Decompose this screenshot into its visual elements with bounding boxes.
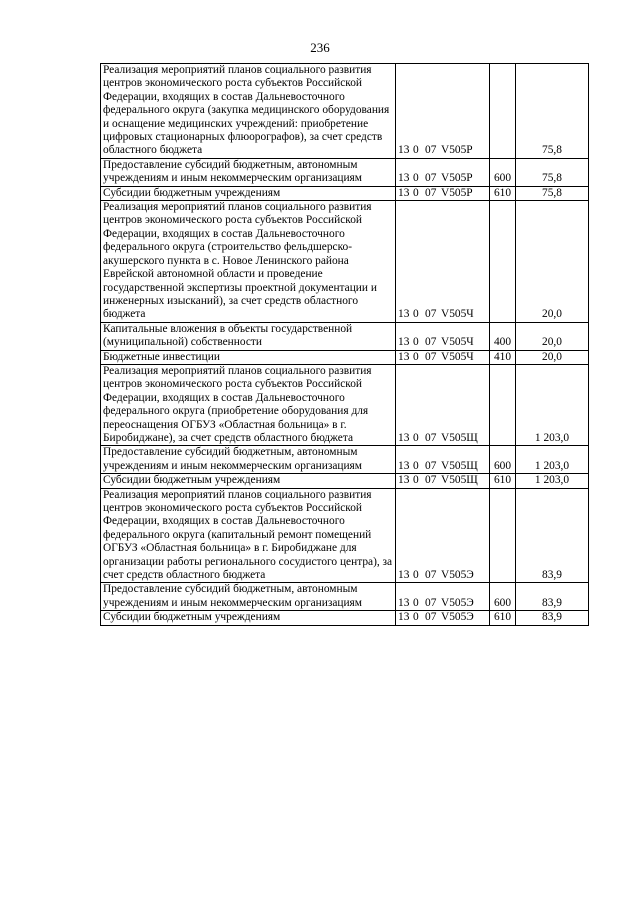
row-amount-cell: 83,9 bbox=[516, 583, 589, 611]
code-part-c2: 0 bbox=[413, 144, 419, 157]
budget-table bbox=[100, 63, 589, 626]
table-row bbox=[101, 364, 589, 445]
row-expense-type-cell: 600 bbox=[490, 446, 516, 474]
code-part-c4: V505Ч bbox=[441, 308, 474, 321]
code-part-c4: V505Щ bbox=[441, 459, 478, 472]
code-part-c4: V505Ч bbox=[441, 350, 474, 363]
row-amount-cell: 20,0 bbox=[516, 201, 589, 323]
row-code-cell bbox=[396, 446, 490, 474]
code-part-c2: 0 bbox=[413, 611, 419, 624]
row-code-cell bbox=[396, 64, 490, 159]
code-part-c1: 13 bbox=[398, 350, 410, 363]
row-code-cell bbox=[396, 322, 490, 350]
row-name-cell: Субсидии бюджетным учреждениям bbox=[101, 611, 396, 625]
row-amount-cell: 75,8 bbox=[516, 158, 589, 186]
code-part-c1: 13 bbox=[398, 459, 410, 472]
row-expense-type-cell: 610 bbox=[490, 474, 516, 488]
row-expense-type-cell bbox=[490, 64, 516, 159]
code-part-c4: V505Щ bbox=[441, 474, 478, 487]
row-amount-cell: 1 203,0 bbox=[516, 364, 589, 445]
row-code-cell bbox=[396, 488, 490, 583]
code-part-c3: 07 bbox=[425, 308, 437, 321]
row-expense-type-cell bbox=[490, 364, 516, 445]
row-name-cell: Предоставление субсидий бюджетным, автономным учреждениям и иным некоммерческим организациям bbox=[101, 158, 396, 186]
row-expense-type-cell: 610 bbox=[490, 186, 516, 200]
code-part-c4: V505Р bbox=[441, 172, 473, 185]
code-part-c2: 0 bbox=[413, 459, 419, 472]
row-expense-type-cell: 410 bbox=[490, 350, 516, 364]
code-part-c1: 13 bbox=[398, 172, 410, 185]
code-part-c3: 07 bbox=[425, 569, 437, 582]
row-amount-cell: 1 203,0 bbox=[516, 474, 589, 488]
code-part-c3: 07 bbox=[425, 596, 437, 609]
table-row bbox=[101, 64, 589, 159]
row-code-cell bbox=[396, 350, 490, 364]
code-part-c1: 13 bbox=[398, 569, 410, 582]
row-expense-type-cell: 400 bbox=[490, 322, 516, 350]
row-amount-cell: 75,8 bbox=[516, 186, 589, 200]
row-amount-cell: 20,0 bbox=[516, 322, 589, 350]
page-number: 236 bbox=[310, 40, 330, 55]
code-part-c2: 0 bbox=[413, 596, 419, 609]
row-name-cell: Предоставление субсидий бюджетным, автономным учреждениям и иным некоммерческим организациям bbox=[101, 583, 396, 611]
code-part-c2: 0 bbox=[413, 569, 419, 582]
table-row bbox=[101, 322, 589, 350]
row-expense-type-cell: 600 bbox=[490, 158, 516, 186]
table-row bbox=[101, 583, 589, 611]
row-expense-type-cell: 610 bbox=[490, 611, 516, 625]
code-part-c4: V505Щ bbox=[441, 431, 478, 444]
row-name-cell: Капитальные вложения в объекты государственной (муниципальной) собственности bbox=[101, 322, 396, 350]
table-row bbox=[101, 474, 589, 488]
row-code-cell bbox=[396, 474, 490, 488]
table-row bbox=[101, 488, 589, 583]
row-code-cell bbox=[396, 201, 490, 323]
code-part-c4: V505Р bbox=[441, 144, 473, 157]
code-part-c1: 13 bbox=[398, 308, 410, 321]
row-amount-cell: 83,9 bbox=[516, 488, 589, 583]
row-expense-type-cell bbox=[490, 201, 516, 323]
row-name-cell: Предоставление субсидий бюджетным, автономным учреждениям и иным некоммерческим организациям bbox=[101, 446, 396, 474]
row-name-cell: Реализация мероприятий планов социального развития центров экономического роста субъектов Российской Федерации, входящих в состав Дальневосточного федерального округа (закупка медицинского оборудования и оснащение медицинских учреждений: приобретение цифровых стационарных флюорографов), за счет средств областного бюджета bbox=[101, 64, 396, 159]
code-part-c3: 07 bbox=[425, 431, 437, 444]
code-part-c1: 13 bbox=[398, 431, 410, 444]
code-part-c3: 07 bbox=[425, 350, 437, 363]
code-part-c3: 07 bbox=[425, 611, 437, 624]
table-row bbox=[101, 350, 589, 364]
table-row bbox=[101, 201, 589, 323]
row-amount-cell: 75,8 bbox=[516, 64, 589, 159]
row-code-cell bbox=[396, 583, 490, 611]
row-expense-type-cell bbox=[490, 488, 516, 583]
row-code-cell bbox=[396, 158, 490, 186]
row-name-cell: Субсидии бюджетным учреждениям bbox=[101, 474, 396, 488]
code-part-c3: 07 bbox=[425, 474, 437, 487]
code-part-c4: V505Э bbox=[441, 596, 474, 609]
code-part-c1: 13 bbox=[398, 336, 410, 349]
code-part-c4: V505Э bbox=[441, 569, 474, 582]
table-row bbox=[101, 446, 589, 474]
code-part-c2: 0 bbox=[413, 431, 419, 444]
code-part-c3: 07 bbox=[425, 172, 437, 185]
row-code-cell bbox=[396, 364, 490, 445]
code-part-c4: V505Ч bbox=[441, 336, 474, 349]
row-name-cell: Реализация мероприятий планов социального развития центров экономического роста субъектов Российской Федерации, входящих в состав Дальневосточного федерального округа (капитальный ремонт помещений ОГБУЗ «Областная больница» в г. Биробиджане для организации работы регионального сосудистого центра), за счет средств областного бюджета bbox=[101, 488, 396, 583]
table-row bbox=[101, 611, 589, 625]
row-name-cell: Реализация мероприятий планов социального развития центров экономического роста субъектов Российской Федерации, входящих в состав Дальневосточного федерального округа (приобретение оборудования для переоснащения ОГБУЗ «Областная больница» в г. Биробиджане), за счет средств областного бюджета bbox=[101, 364, 396, 445]
code-part-c1: 13 bbox=[398, 474, 410, 487]
code-part-c2: 0 bbox=[413, 172, 419, 185]
code-part-c4: V505Э bbox=[441, 611, 474, 624]
code-part-c1: 13 bbox=[398, 611, 410, 624]
row-code-cell bbox=[396, 186, 490, 200]
row-amount-cell: 1 203,0 bbox=[516, 446, 589, 474]
code-part-c3: 07 bbox=[425, 144, 437, 157]
row-name-cell: Бюджетные инвестиции bbox=[101, 350, 396, 364]
row-amount-cell: 83,9 bbox=[516, 611, 589, 625]
code-part-c2: 0 bbox=[413, 336, 419, 349]
row-name-cell: Субсидии бюджетным учреждениям bbox=[101, 186, 396, 200]
code-part-c1: 13 bbox=[398, 186, 410, 199]
row-name-cell: Реализация мероприятий планов социального развития центров экономического роста субъектов Российской Федерации, входящих в состав Дальневосточного федерального округа (строительство фельдшерско-акушерского пункта в с. Новое Ленинского района Еврейской автономной области и проведение государственной экспертизы проектной документации и инженерных изысканий), за счет средств областного бюджета bbox=[101, 201, 396, 323]
code-part-c2: 0 bbox=[413, 186, 419, 199]
code-part-c2: 0 bbox=[413, 474, 419, 487]
code-part-c3: 07 bbox=[425, 336, 437, 349]
code-part-c1: 13 bbox=[398, 596, 410, 609]
row-code-cell bbox=[396, 611, 490, 625]
code-part-c3: 07 bbox=[425, 459, 437, 472]
row-amount-cell: 20,0 bbox=[516, 350, 589, 364]
table-row bbox=[101, 186, 589, 200]
code-part-c2: 0 bbox=[413, 350, 419, 363]
table-row bbox=[101, 158, 589, 186]
code-part-c3: 07 bbox=[425, 186, 437, 199]
code-part-c1: 13 bbox=[398, 144, 410, 157]
budget-table-body bbox=[101, 64, 589, 626]
code-part-c4: V505Р bbox=[441, 186, 473, 199]
row-expense-type-cell: 600 bbox=[490, 583, 516, 611]
code-part-c2: 0 bbox=[413, 308, 419, 321]
